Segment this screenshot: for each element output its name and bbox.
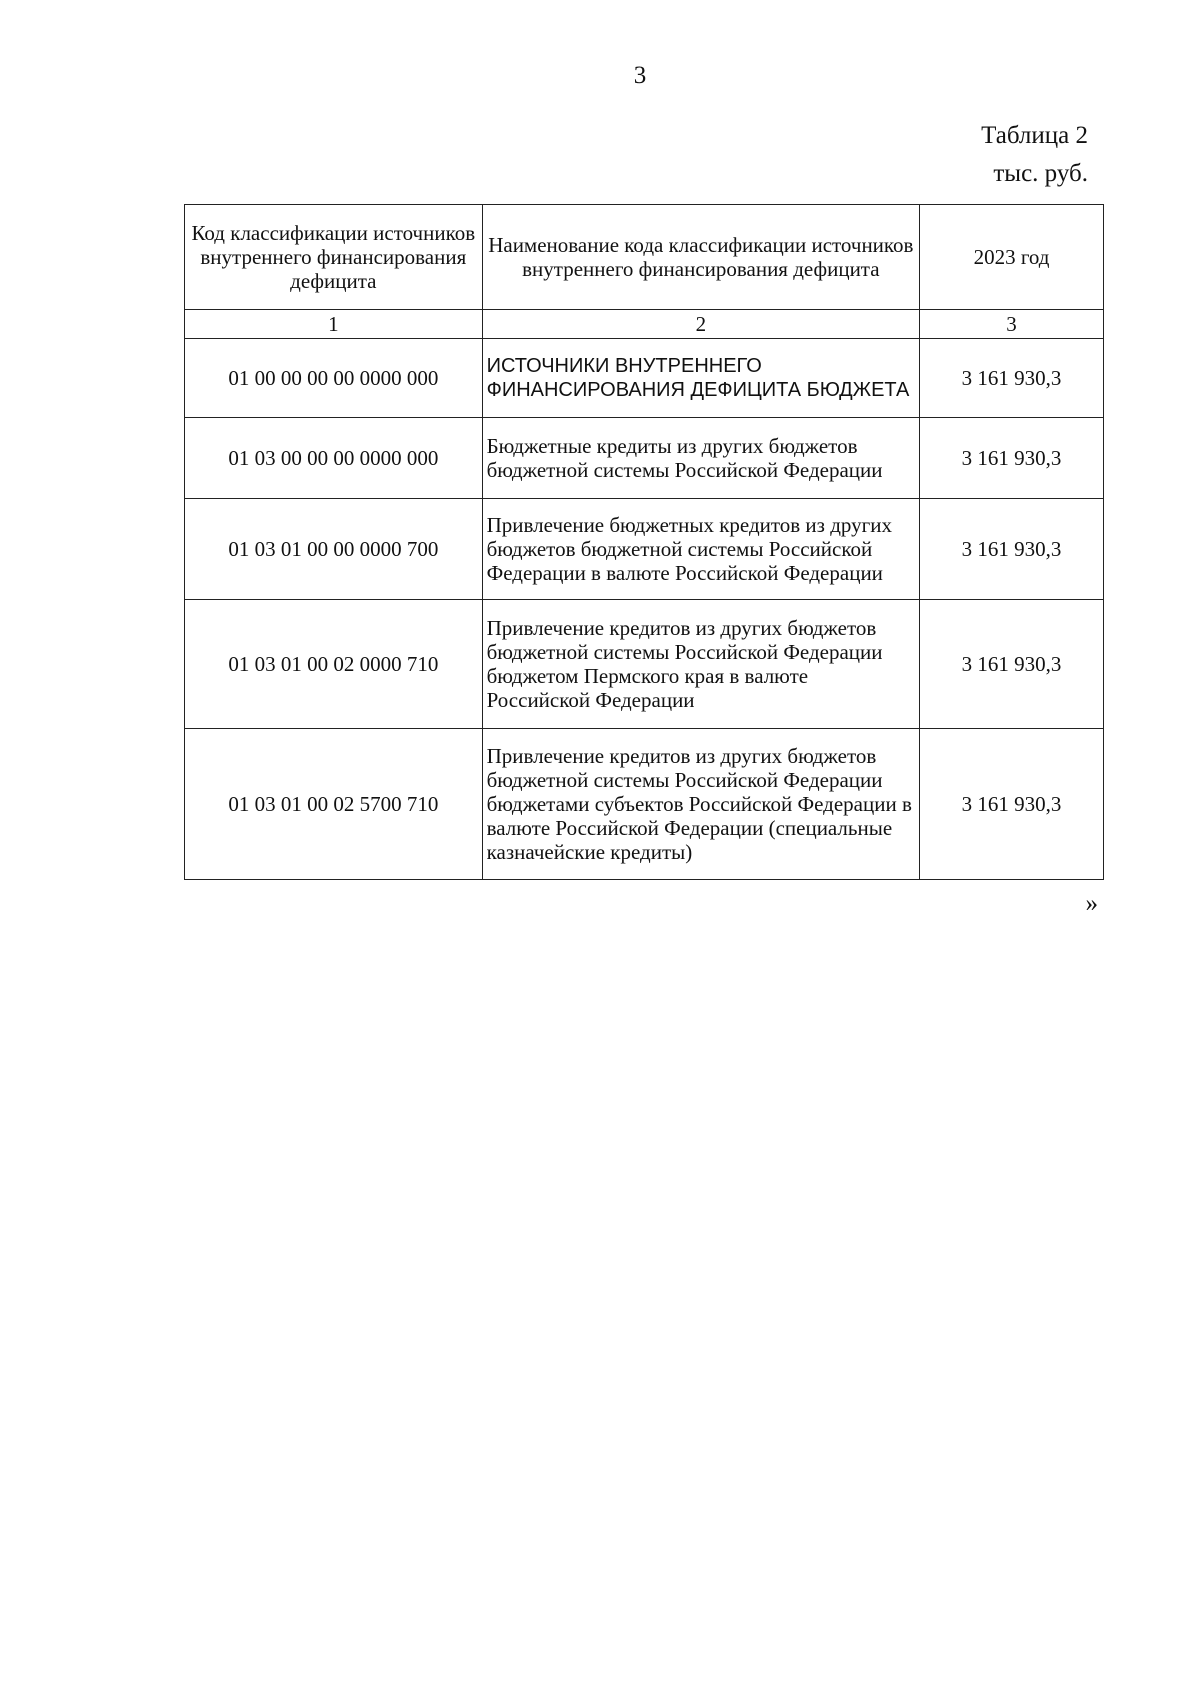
financing-sources-table — [184, 204, 1104, 880]
code-cell: 01 03 01 00 02 5700 710 — [185, 729, 483, 880]
code-cell: 01 03 01 00 02 0000 710 — [185, 600, 483, 729]
closing-quote: » — [1085, 890, 1098, 917]
column-number: 1 — [185, 310, 483, 339]
page-number: 3 — [633, 62, 647, 89]
table-label: Таблица 2 — [981, 122, 1088, 149]
table-row — [185, 600, 1104, 729]
units-label: тыс. руб. — [993, 160, 1088, 187]
name-cell: Бюджетные кредиты из других бюджетов бюджетной системы Российской Федерации — [482, 418, 919, 499]
header-name: Наименование кода классификации источников внутреннего финансирования дефицита — [482, 205, 919, 310]
name-cell: Привлечение кредитов из других бюджетов бюджетной системы Российской Федерации бюджетами субъектов Российской Федерации в валюте Российской Федерации (специальные казначейские кредиты) — [482, 729, 919, 880]
code-cell: 01 03 01 00 00 0000 700 — [185, 499, 483, 600]
table-row — [185, 729, 1104, 880]
header-code: Код классификации источников внутреннего финансирования дефицита — [185, 205, 483, 310]
value-cell: 3 161 930,3 — [920, 418, 1104, 499]
table-header-row — [185, 205, 1104, 310]
value-cell: 3 161 930,3 — [920, 499, 1104, 600]
column-number: 3 — [920, 310, 1104, 339]
code-cell: 01 03 00 00 00 0000 000 — [185, 418, 483, 499]
value-cell: 3 161 930,3 — [920, 729, 1104, 880]
table-row — [185, 418, 1104, 499]
value-cell: 3 161 930,3 — [920, 339, 1104, 418]
code-cell: 01 00 00 00 00 0000 000 — [185, 339, 483, 418]
table-row — [185, 499, 1104, 600]
table-row — [185, 339, 1104, 418]
column-number: 2 — [482, 310, 919, 339]
name-cell: Привлечение бюджетных кредитов из других бюджетов бюджетной системы Российской Федерации в валюте Российской Федерации — [482, 499, 919, 600]
name-cell: ИСТОЧНИКИ ВНУТРЕННЕГО ФИНАНСИРОВАНИЯ ДЕФИЦИТА БЮДЖЕТА — [482, 339, 919, 418]
name-cell: Привлечение кредитов из других бюджетов бюджетной системы Российской Федерации бюджетом Пермского края в валюте Российской Федерации — [482, 600, 919, 729]
column-number-row — [185, 310, 1104, 339]
value-cell: 3 161 930,3 — [920, 600, 1104, 729]
header-year: 2023 год — [920, 205, 1104, 310]
